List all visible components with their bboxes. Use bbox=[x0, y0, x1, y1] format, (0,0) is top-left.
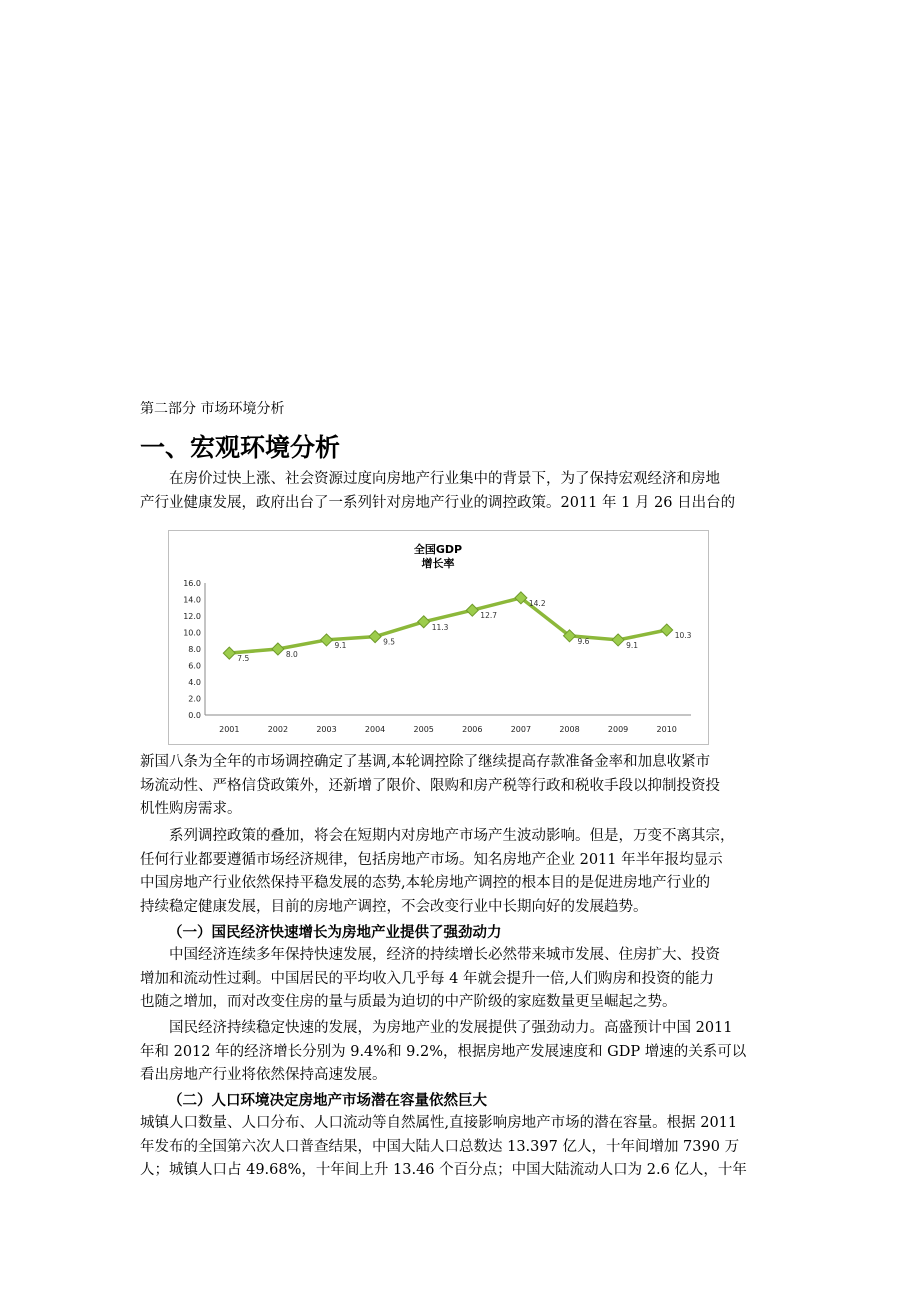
data-point-marker bbox=[369, 631, 381, 643]
text-line: 场流动性、严格信贷政策外，还新增了限价、限购和房产税等行政和税收手段以抑制投资投 bbox=[140, 777, 720, 794]
data-label: 9.1 bbox=[334, 640, 347, 650]
data-label: 12.7 bbox=[480, 611, 498, 621]
y-tick-label: 16.0 bbox=[183, 579, 201, 588]
x-tick-label: 2004 bbox=[364, 725, 386, 734]
chart-title: 全国GDP bbox=[413, 543, 463, 556]
y-tick-label: 14.0 bbox=[183, 595, 201, 605]
gdp-line-chart bbox=[169, 531, 708, 744]
text-line: 中国经济连续多年保持快速发展，经济的持续增长必然带来城市发展、住房扩大、投资 bbox=[169, 947, 720, 963]
x-tick-label: 2009 bbox=[607, 725, 629, 734]
gdp-chart bbox=[168, 530, 709, 745]
text-line: 产行业健康发展，政府出台了一系列针对房地产行业的调控政策。2011 年 1 月 26 日出台的 bbox=[140, 494, 736, 511]
text-line: 新国八条为全年的市场调控确定了基调,本轮调控除了继续提高存款准备金率和加息收紧市 bbox=[140, 754, 711, 770]
data-label: 9.5 bbox=[383, 637, 396, 647]
y-tick-label: 6.0 bbox=[188, 661, 201, 671]
data-label: 8.0 bbox=[285, 650, 298, 659]
y-tick-label: 2.0 bbox=[188, 694, 201, 704]
text-line: 国民经济持续稳定快速的发展，为房地产业的发展提供了强劲动力。高盛预计中国 2011 bbox=[169, 1020, 733, 1036]
x-tick-label: 2005 bbox=[413, 725, 434, 734]
paragraph-5 bbox=[140, 1112, 790, 1183]
data-point-marker bbox=[223, 647, 235, 659]
subheading-1: （一）国民经济快速增长为房地产业提供了强劲动力 bbox=[168, 925, 502, 941]
text-line: 年发布的全国第六次人口普查结果，中国大陆人口总数达 13.397 亿人，十年间增加 7390 万 bbox=[140, 1138, 740, 1155]
y-tick-label: 8.0 bbox=[188, 645, 201, 654]
text-line: 增加和流动性过剩。中国居民的平均收入几乎每 4 年就会提升一倍,人们购房和投资的能力 bbox=[140, 970, 715, 987]
data-label: 9.1 bbox=[626, 640, 639, 650]
y-tick-label: 0.0 bbox=[188, 711, 201, 720]
data-label: 7.5 bbox=[237, 654, 250, 664]
data-point-marker bbox=[321, 634, 333, 646]
text-line: 城镇人口数量、人口分布、人口流动等自然属性,直接影响房地产市场的潜在容量。根据 2011 bbox=[140, 1115, 738, 1131]
text-line: 也随之增加，而对改变住房的量与质最为迫切的中产阶级的家庭数量更呈崛起之势。 bbox=[140, 994, 677, 1010]
text-line: 看出房地产行业将依然保持高速发展。 bbox=[140, 1067, 387, 1083]
x-tick-label: 2010 bbox=[656, 725, 677, 734]
data-point-marker bbox=[612, 634, 624, 646]
chart-subtitle: 增长率 bbox=[421, 557, 455, 570]
data-point-marker bbox=[272, 643, 284, 655]
x-tick-label: 2003 bbox=[316, 725, 337, 734]
paragraph-2 bbox=[140, 825, 790, 919]
y-tick-label: 10.0 bbox=[183, 628, 201, 638]
page-heading: 一、宏观环境分析 bbox=[140, 433, 341, 462]
text-line: 任何行业都要遵循市场经济规律，包括房地产市场。知名房地产企业 2011 年半年报均显示 bbox=[140, 851, 723, 868]
subheading-2: （二）人口环境决定房地产市场潜在容量依然巨大 bbox=[168, 1093, 487, 1109]
data-point-marker bbox=[418, 616, 430, 628]
y-tick-label: 4.0 bbox=[188, 678, 201, 687]
x-tick-label: 2006 bbox=[462, 725, 483, 734]
section-title: 第二部分 市场环境分析 bbox=[140, 401, 285, 417]
text-line: 在房价过快上涨、社会资源过度向房地产行业集中的背景下，为了保持宏观经济和房地 bbox=[169, 471, 720, 487]
text-line: 中国房地产行业依然保持平稳发展的态势,本轮房地产调控的根本目的是促进房地产行业的 bbox=[140, 875, 711, 891]
data-label: 11.3 bbox=[431, 622, 449, 632]
x-tick-label: 2008 bbox=[559, 725, 580, 734]
x-tick-label: 2007 bbox=[510, 725, 532, 734]
paragraph-4 bbox=[140, 1017, 790, 1088]
data-point-marker bbox=[661, 624, 673, 636]
text-line: 持续稳定健康发展，目前的房地产调控，不会改变行业中长期向好的发展趋势。 bbox=[140, 898, 648, 915]
x-tick-label: 2001 bbox=[219, 725, 240, 734]
paragraph-1 bbox=[140, 751, 790, 822]
data-point-marker bbox=[466, 604, 478, 616]
paragraph-3 bbox=[140, 944, 790, 1015]
data-label: 9.6 bbox=[577, 636, 590, 646]
text-line: 机性购房需求。 bbox=[140, 801, 242, 817]
intro-paragraph bbox=[140, 468, 790, 515]
y-tick-label: 12.0 bbox=[183, 612, 201, 621]
text-line: 年和 2012 年的经济增长分别为 9.4%和 9.2%，根据房地产发展速度和 GDP 增速的关系可以 bbox=[140, 1043, 747, 1060]
data-label: 10.3 bbox=[674, 631, 692, 641]
text-line: 人；城镇人口占 49.68%，十年间上升 13.46 个百分点；中国大陆流动人口为 2.6 亿人，十年 bbox=[140, 1162, 747, 1178]
x-tick-label: 2002 bbox=[267, 725, 289, 734]
text-line: 系列调控政策的叠加，将会在短期内对房地产市场产生波动影响。但是，万变不离其宗， bbox=[169, 828, 735, 844]
data-label: 14.2 bbox=[528, 598, 546, 608]
